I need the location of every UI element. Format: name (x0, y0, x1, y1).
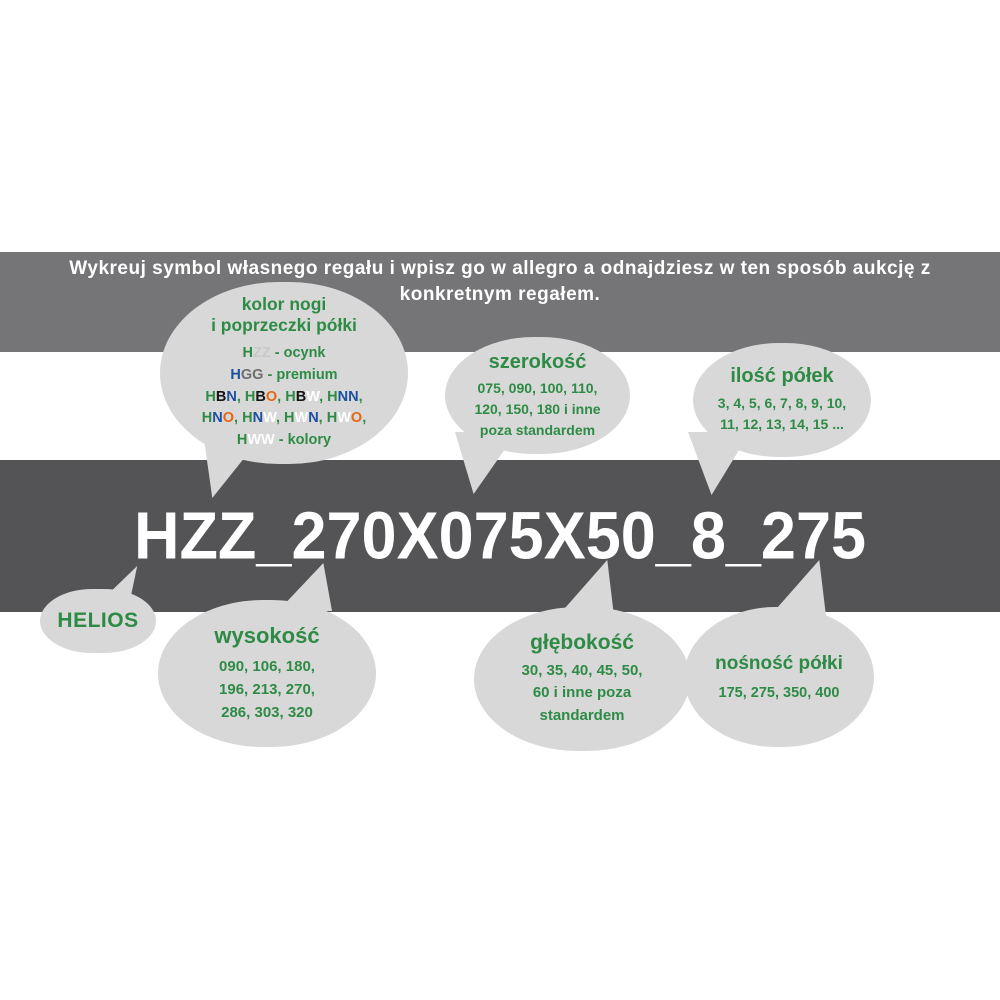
bubble-kolor-legend: HZZ - ocynk HGG - premium HBN, HBO, HBW, HNN, HNO, HNW, HWN, HWO, HWW - kolory (201, 345, 367, 449)
bubble-szerokosc (445, 337, 630, 454)
bubble-wysokosc-values: 090, 106, 180, 196, 213, 270, 286, 303, 320 (219, 657, 315, 722)
bubble-ilosc-polek (693, 343, 871, 457)
bubble-nosnosc-values: 175, 275, 350, 400 (718, 685, 840, 701)
banner-line-1: Wykreuj symbol własnego regału i wpisz go w allegro a odnajdziesz w ten sposób aukcję z (69, 258, 931, 279)
bubble-ilosc-values: 3, 4, 5, 6, 7, 8, 9, 10, 11, 12, 13, 14, 15 ... (717, 395, 847, 432)
product-code-text: HZZ_270X075X50_8_275 (133, 498, 867, 574)
bubble-glebokosc-values: 30, 35, 40, 45, 50, 60 i inne poza standardem (521, 661, 643, 724)
bubble-kolor-heading-line2: i poprzeczki półki (211, 315, 357, 336)
bubble-wysokosc-heading: wysokość (214, 622, 320, 648)
banner-text (0, 256, 1000, 307)
bubble-kolor-heading-line1: kolor nogi (241, 294, 327, 315)
bubble-nosnosc-polki (684, 607, 874, 747)
bubble-kolor-nogi (160, 282, 408, 464)
bubble-szerokosc-heading: szerokość (488, 350, 587, 373)
bubble-szerokosc-values: 075, 090, 100, 110, 120, 150, 180 i inne poza standardem (474, 379, 601, 438)
helios-brand-label: HELIOS (57, 609, 139, 632)
bubble-glebokosc (474, 607, 690, 751)
bubble-glebokosc-heading: głębokość (530, 630, 634, 654)
banner-line-2: konkretnym regałem. (399, 283, 601, 305)
bubble-wysokosc (158, 600, 376, 747)
bubble-ilosc-heading: ilość półek (730, 365, 834, 387)
bubble-nosnosc-heading: nośność półki (715, 653, 843, 674)
